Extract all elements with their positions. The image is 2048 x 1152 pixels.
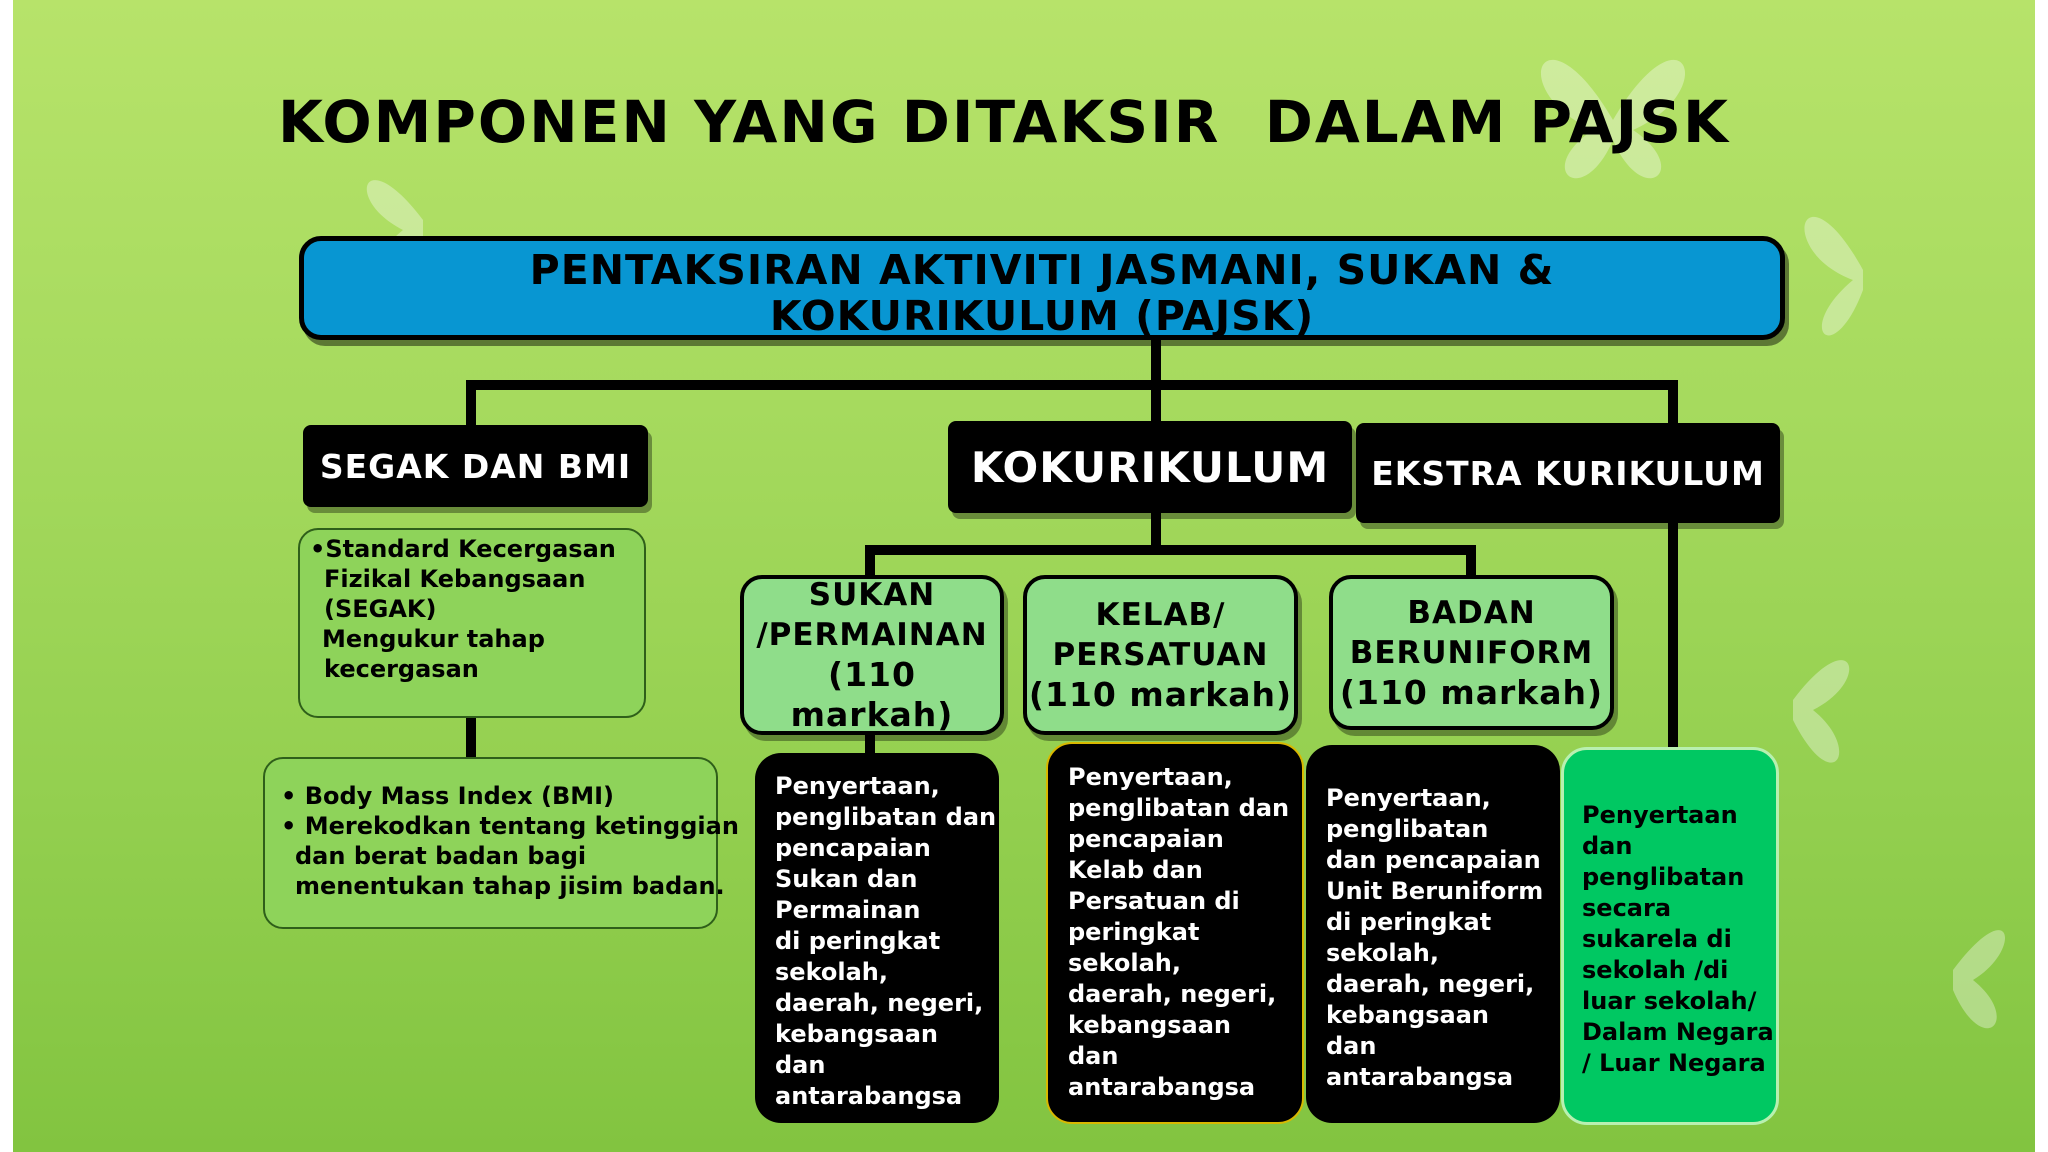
ekstra-kurikulum-label-box [1356,423,1780,523]
badan-desc-line: sekolah, [1326,939,1439,967]
badan-desc-line: daerah, negeri, [1326,970,1535,998]
segak-box2-line: menentukan tahap jisim badan. [295,872,725,900]
segak-box2-line: • Merekodkan tentang ketinggian [281,812,739,840]
sukan-desc-line: kebangsaan [775,1020,938,1048]
badan-line: (110 markah) [1339,672,1604,712]
segak-box1-line: (SEGAK) [324,595,437,623]
kelab-desc-line: kebangsaan [1068,1011,1231,1039]
segak-box-2 [263,757,739,929]
kelab-desc-line: Persatuan di [1068,887,1240,915]
kelab-desc-line: penglibatan dan [1068,794,1290,822]
ekstra-desc-line: sekolah /di [1582,956,1729,984]
ekstra-desc-line: secara [1582,894,1672,922]
kelab-description [1046,742,1304,1124]
kelab-line: PERSATUAN [1052,637,1269,673]
sukan-description [755,753,999,1123]
kokurikulum-label: KOKURIKULUM [970,442,1330,492]
ekstra-desc-line: / Luar Negara [1582,1049,1766,1077]
ekstra-desc-line: sukarela di [1582,925,1732,953]
slide [13,0,2035,1152]
kokurikulum-label-box [948,421,1352,513]
ekstra-desc-line: Penyertaan [1582,801,1738,829]
badan-desc-line: antarabangsa [1326,1063,1514,1091]
kelab-desc-line: antarabangsa [1068,1073,1256,1101]
badan-beruniform-box [1329,575,1614,730]
root-line-2: KOKURIKULUM (PAJSK) [769,292,1315,340]
sukan-line: /PERMAINAN [756,617,988,653]
segak-label-box [303,425,648,507]
kelab-desc-line: dan [1068,1042,1119,1070]
sukan-desc-line: di peringkat [775,927,941,955]
sukan-line: (110 markah) [790,655,954,734]
ekstra-desc-line: luar sekolah/ [1582,987,1757,1015]
badan-desc-line: di peringkat [1326,908,1492,936]
ekstra-desc-line: penglibatan [1582,863,1745,891]
sukan-desc-line: Permainan [775,896,921,924]
sukan-permainan-box [740,575,1004,735]
sukan-desc-line: pencapaian [775,834,931,862]
kelab-desc-line: peringkat [1068,918,1200,946]
kelab-line: KELAB/ [1095,597,1226,633]
badan-desc-line: penglibatan [1326,815,1489,843]
badan-desc-line: dan [1326,1032,1377,1060]
segak-label: SEGAK DAN BMI [319,446,632,486]
badan-line: BADAN [1407,594,1536,631]
segak-box1-line: Mengukur tahap [322,625,545,653]
sukan-desc-line: Sukan dan [775,865,918,893]
sukan-desc-line: sekolah, [775,958,888,986]
segak-box2-line: dan berat badan bagi [295,842,587,870]
ekstra-desc-line: dan [1582,832,1633,860]
kelab-line: (110 markah) [1028,675,1293,714]
ekstra-description [1561,747,1779,1125]
segak-box1-line: kecergasan [324,655,479,683]
segak-box2-line: • Body Mass Index (BMI) [281,782,615,810]
sukan-line: SUKAN [808,577,936,613]
badan-desc-line: Unit Beruniform [1326,877,1544,905]
root-line-1: PENTAKSIRAN AKTIVITI JASMANI, SUKAN & [529,246,1555,294]
sukan-desc-line: penglibatan dan [775,803,997,831]
segak-box1-line: •Standard Kecergasan [310,535,616,563]
badan-desc-line: dan pencapaian [1326,846,1541,874]
sukan-desc-line: antarabangsa [775,1082,963,1110]
kelab-persatuan-box [1023,575,1298,735]
page-title: KOMPONEN YANG DITAKSIR DALAM PAJSK [278,88,1730,156]
badan-desc-line: kebangsaan [1326,1001,1489,1029]
ekstra-kurikulum-label: EKSTRA KURIKULUM [1371,453,1765,493]
root-node [299,236,1785,340]
ekstra-desc-line: Dalam Negara [1582,1018,1774,1046]
kelab-desc-line: Kelab dan [1068,856,1203,884]
badan-desc-line: Penyertaan, [1326,784,1491,812]
kelab-desc-line: daerah, negeri, [1068,980,1277,1008]
segak-box-1 [298,528,646,718]
badan-description [1306,745,1560,1123]
badan-line: BERUNIFORM [1349,634,1594,671]
sukan-desc-line: Penyertaan, [775,772,940,800]
kelab-desc-line: sekolah, [1068,949,1181,977]
segak-box1-line: Fizikal Kebangsaan [324,565,586,593]
kelab-desc-line: Penyertaan, [1068,763,1233,791]
sukan-desc-line: dan [775,1051,826,1079]
sukan-desc-line: daerah, negeri, [775,989,984,1017]
kelab-desc-line: pencapaian [1068,825,1224,853]
